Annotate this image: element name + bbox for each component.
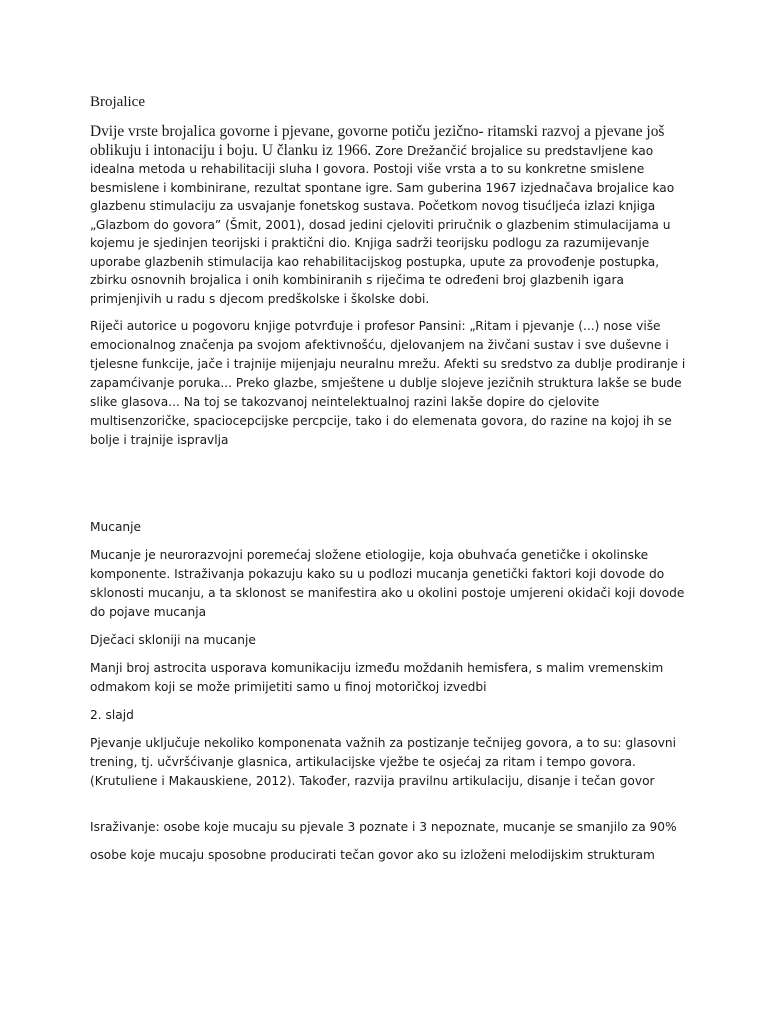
intro-serif-text: Dvije vrste brojalica govorne i pjevane, govorne potiču jezično- ritamski razvoj a pjevane još oblikuju i intonaciju i boju. U članku iz 1966. — [90, 123, 665, 159]
mucanje-paragraph: Mucanje je neurorazvojni poremećaj složene etiologije, koja obuhvaća genetičke i okolinske komponente. Istraživanja pokazuju kako su u podlozi mucanja genetički faktori koji dovode do sklonosti mucanju, a ta sklonost se manifestira ako u okolini postoje umjereni okidači koji dovode do pojave mucanja — [90, 548, 685, 619]
blank-space-small — [90, 800, 690, 818]
slajd-paragraph: Pjevanje uključuje nekoliko komponenata važnih za postizanje tečnijeg govora, a to su: glasovni trening, tj. učvršćivanje glasnica, artikulacijske vježbe te osjećaj za ritam i tempo govora. (Krutuliene i Makauskiene, 2012). Također, razvija pravilnu artikulaciju, disanje i tečan govor — [90, 736, 677, 788]
intro-paragraph — [90, 123, 690, 308]
document-page — [90, 92, 690, 874]
heading-mucanje: Mucanje — [90, 520, 142, 534]
heading-djecaci: Dječaci skloniji na mucanje — [90, 633, 256, 647]
pansini-quote-paragraph: Riječi autorice u pogovoru knjige potvrđuje i profesor Pansini: „Ritam i pjevanje (...) nose više emocionalnog značenja pa svojom afektivnošću, djelovanjem na živčani sustav i sve duševne i tjelesne funkcije, jače i trajnije mijenjaju neuralnu mrežu. Afekti su sredstvo za dublje prodiranje i zapamćivanje poruka... Preko glazbe, smještene u dublje slojeve jezičnih struktura lakše se bude slike glasova... Na toj se takozvanoj neintelektualnoj razini lakše dopire do cjelovite multisenzoričke, spaciocepcijske percpcije, tako i do elemenata govora, do razine na kojoj ih se bolje i trajnije ispravlja — [90, 319, 686, 447]
heading-slajd: 2. slajd — [90, 708, 134, 722]
blank-space — [90, 459, 690, 518]
djecaci-paragraph: Manji broj astrocita usporava komunikaciju između moždanih hemisfera, s malim vremenskim odmakom koji se može primijetiti samo u finoj motoričkoj izvedbi — [90, 661, 664, 694]
document-title: Brojalice — [90, 94, 145, 110]
istrazivanje-paragraph: Israživanje: osobe koje mucaju su pjevale 3 poznate i 3 nepoznate, mucanje se smanjilo za 90% — [90, 820, 677, 834]
intro-body-text: Zore Drežančić brojalice su predstavljene kao idealna metoda u rehabilitaciji sluha I govora. Postoji više vrsta a to su konkretne smislene besmislene i kombinirane, rezultat spontane igre. Sam guberina 1967 izjednačava brojalice kao glazbenu stimulaciju za usvajanje fonetskog sustava. Početkom novog tisućljeća izlazi knjiga „Glazbom do govora” (Šmit, 2001), dosad jedini cjeloviti priručnik o glazbenim stimulacijama u kojemu je sjedinjen teorijski i praktični dio. Knjiga sadrži teorijsku podlogu za razumijevanje uporabe glazbenih stimulacija kao rehabilitacijskog postupka, upute za provođenje postupka, zbirku osnovnih brojalica i onih kombiniranih s riječima te određeni broj glazbenih igara primjenjivih u radu s djecom predškolske i školske dobi. — [90, 143, 675, 306]
last-paragraph: osobe koje mucaju sposobne producirati tečan govor ako su izloženi melodijskim strukturam — [90, 848, 655, 862]
